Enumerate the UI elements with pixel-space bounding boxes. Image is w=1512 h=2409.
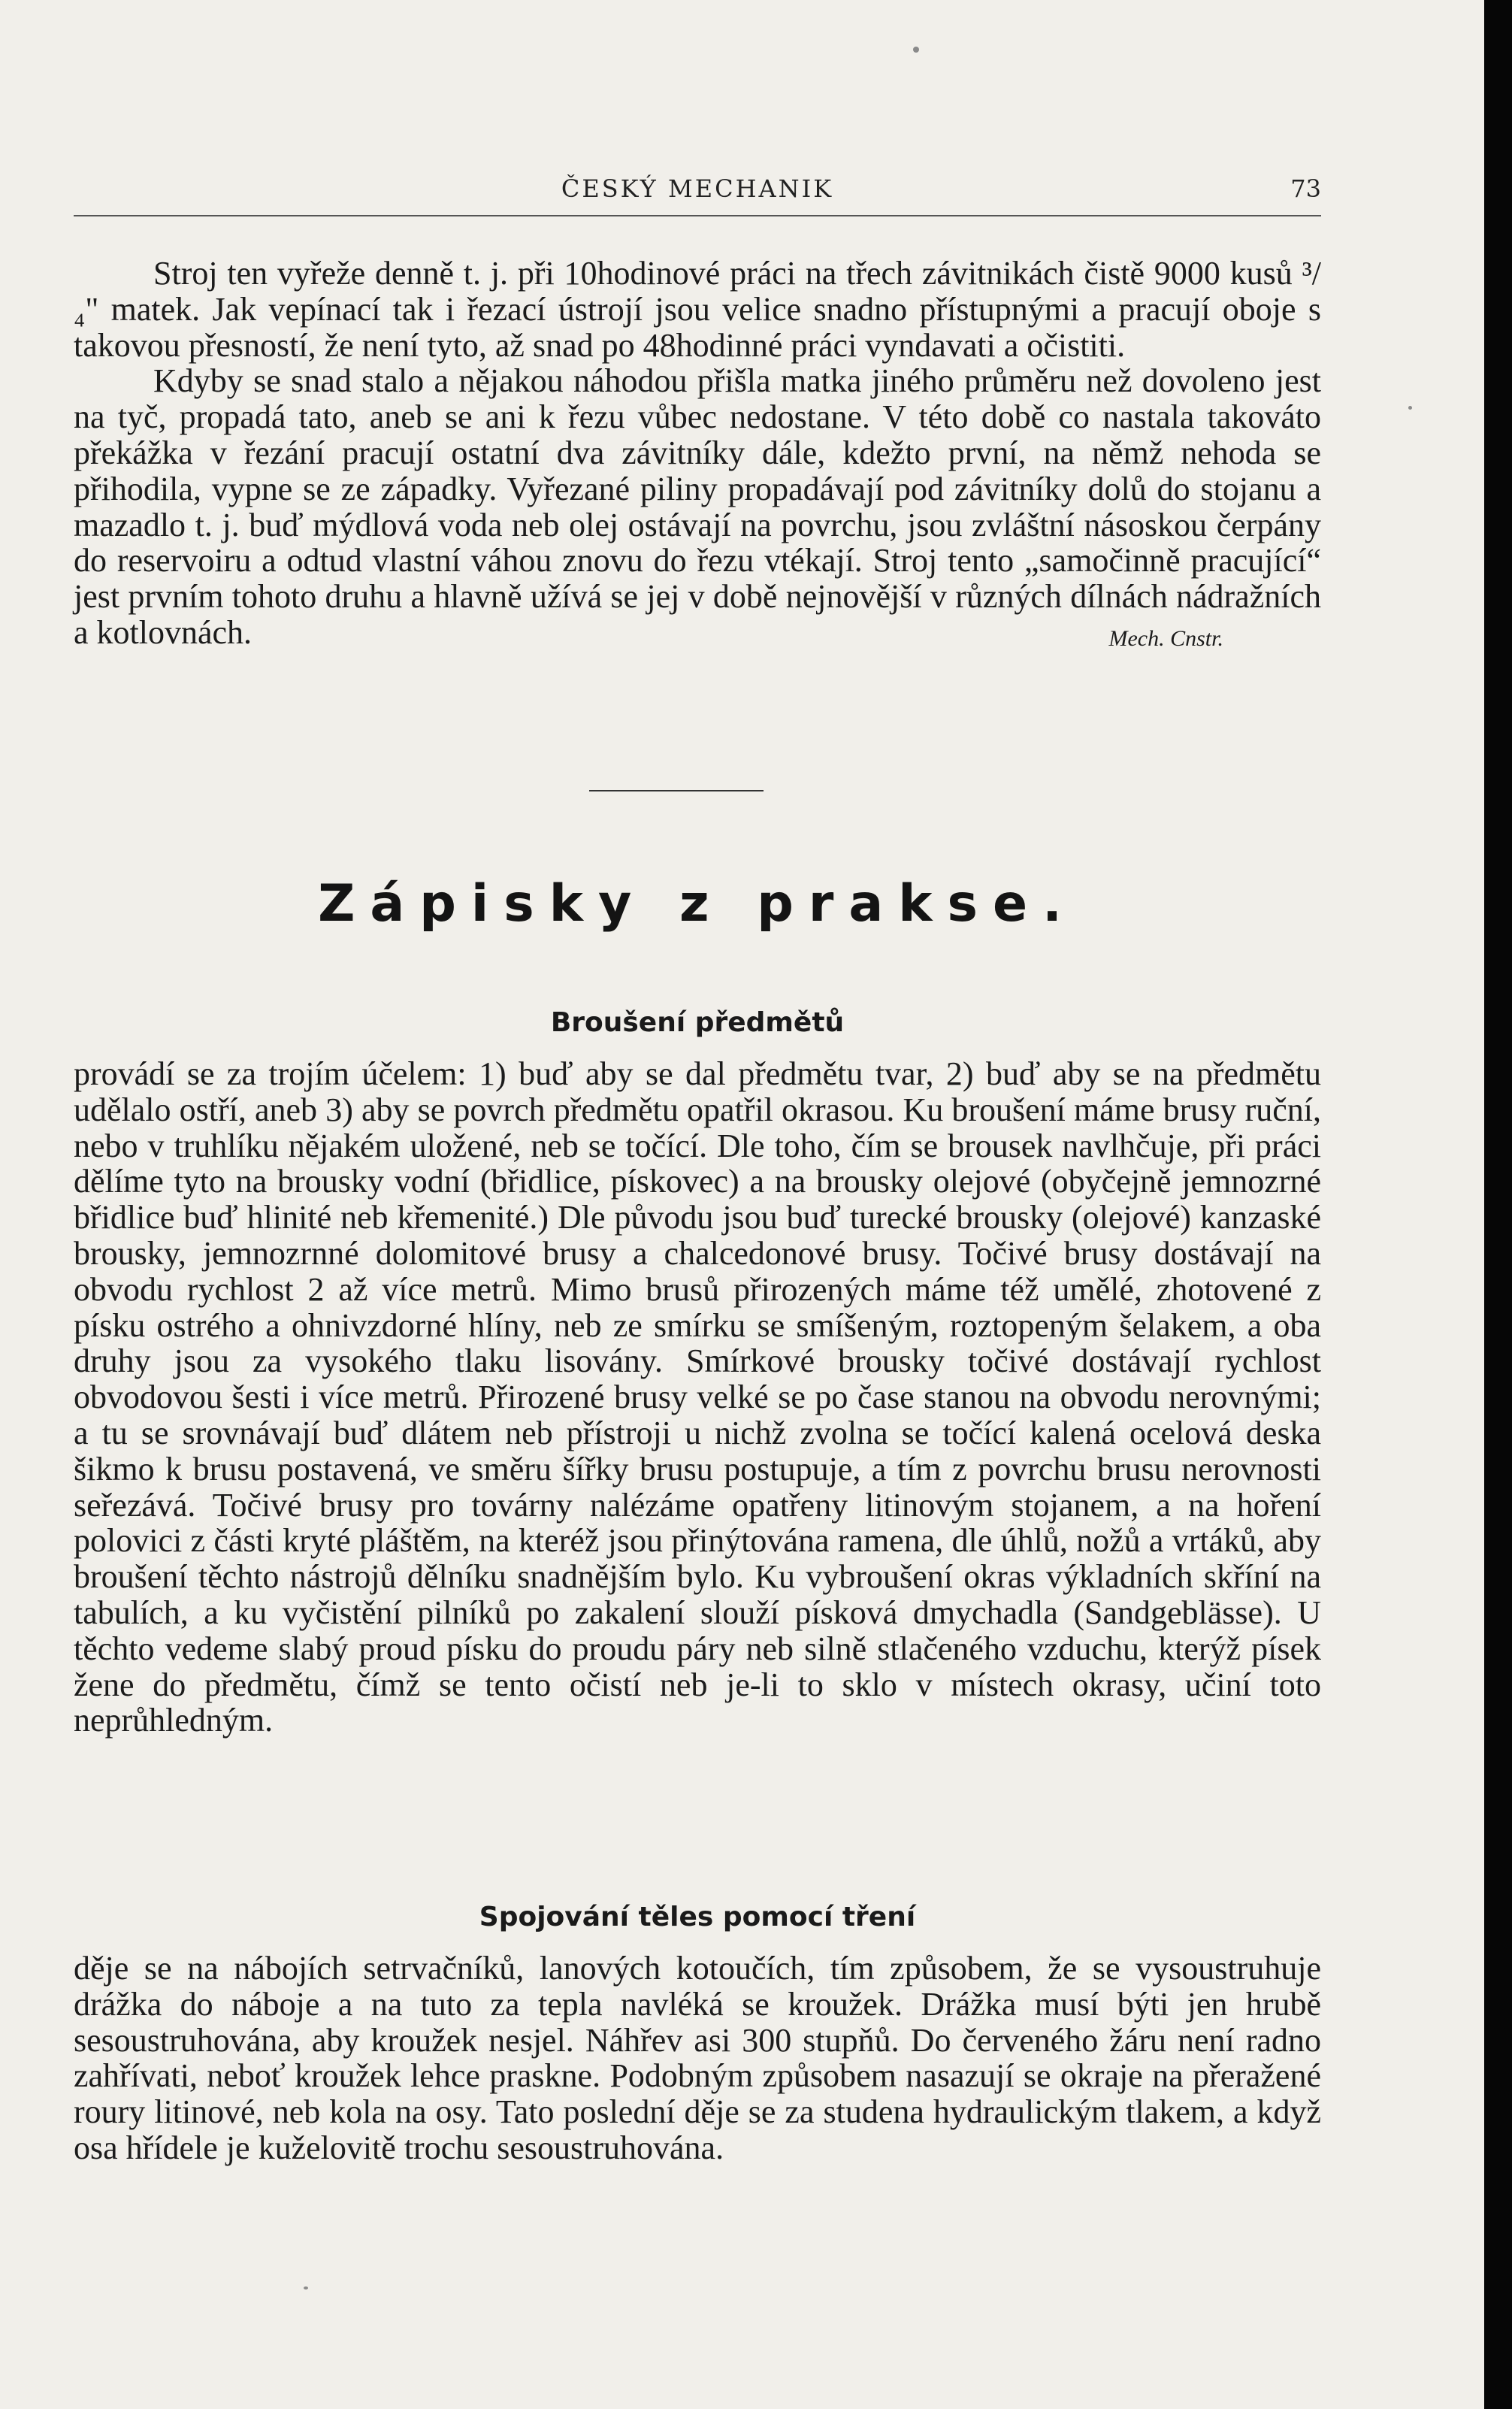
intro-paragraph-2-text: Kdyby se snad stalo a nějakou náhodou přišla matka jiného průměru než dovoleno jest na tyč, propadá tato, aneb se ani k řezu vůbec nedostane. V této době co nastala takováto překážka v řezání pracují ostatní dva závitníky dále, kdežto první, na němž nehoda se přihodila, vypne se ze západky. Vyřezané piliny propadávají pod závitníky dolů do stojanu a mazadlo t. j. buď mýdlová voda neb olej ostávají na povrchu, jsou zvláštní násoskou čerpány do reservoiru a odtud vlastní váhou znovu do řezu vtékají. Stroj tento „samočinně pracující“ jest prvním tohoto druhu a hlavně užívá se jej v době nejnovější v různých dílnách nádražních a kotlovnách.: [74, 362, 1321, 651]
article-body-grinding: [74, 1056, 1321, 1739]
article-heading-grinding: Broušení předmětů: [550, 1007, 845, 1038]
scan-speck: [304, 2286, 308, 2289]
article-paragraph-grinding: provádí se za trojím účelem: 1) buď aby se dal předmětu tvar, 2) buď aby se na předmětu udělalo ostří, aneb 3) aby se povrch předmětu opatřil okrasou. Ku broušení máme brusy ruční, nebo v truhlíku nějakém uložené, neb se točící. Dle toho, čím se brousek navlhčuje, při práci dělíme tyto na brousky vodní (břidlice, pískovec) a na brousky olejové (obyčejně jemnozrné břidlice buď hlinité neb křemenité.) Dle původu jsou buď turecké brousky (olejové) kanzaské brousky, jemnozrnné dolomitové brusy a chalcedonové brusy. Točivé brusy dostávají na obvodu rychlost 2 až více metrů. Mimo brusů přirozených máme též umělé, zhotovené z písku ostrého a ohnivzdorné hlíny, neb ze smírku se smíšeným, roztopeným šelakem, a oba druhy jsou za vysokého tlaku lisovány. Smírkové brousky točivé dostávají rychlost obvodovou šesti i více metrů. Přirozené brusy velké se po čase stanou na obvodu nerovnými; a tu se srovnávají buď dlátem neb přístroji u nichž zvolna se točící kalená ocelová deska šikmo k brusu postavená, ve směru šířky brusu postupuje, a tím z povrchu brusu nerovnosti seřezává. Točivé brusy pro továrny nalézáme opatřeny litinovým stojanem, a na hoření polovici z části kryté pláštěm, na kteréž jsou přinýtována ramena, dle úhlů, nožů a vrtáků, aby broušení těchto nástrojů dělníku snadnějším bylo. Ku vybroušení okras výkladních skříní na tabulích, a ku vyčistění pilníků po zakalení slouží písková dmychadla (Sandgeblässe). U těchto vedeme slabý proud písku do proudu páry neb silně stlačeného vzduchu, kterýž písek žene do předmětu, čímž se tento očistí neb je-li to sklo v místech okrasy, učiní toto neprůhledným.: [74, 1055, 1321, 1739]
intro-paragraph-1: Stroj ten vyřeže denně t. j. při 10hodinové práci na třech závitnikách čistě 9000 kusů ³/₄" matek. Jak vepínací tak i řezací ústrojí jsou velice snadno přístupnými a pracují oboje s takovou přesností, že není tyto, až snad po 48hodinné práci vyndavati a očistiti.: [74, 255, 1321, 364]
article-paragraph-friction-joining: děje se na nábojích setrvačníků, lanových kotoučích, tím způsobem, že se vysoustruhuje drážka do náboje a na tuto za tepla navléká se kroužek. Drážka musí býti jen hrubě sesoustruhována, aby kroužek nesjel. Náhřev asi 300 stupňů. Do červeného žáru není radno zahřívati, neboť kroužek lehce praskne. Podobným způsobem nasazují se okraje na přeražené roury litinové, neb kola na osy. Tato poslední děje se za studena hydraulickým tlakem, a když osa hřídele je kuželovitě trochu sesoustruhována.: [74, 1950, 1321, 2166]
page-number: 73: [1290, 174, 1321, 203]
page-header: [74, 167, 1321, 212]
scan-speck: [913, 47, 919, 53]
scan-speck: [1408, 406, 1412, 410]
scan-border: [1484, 0, 1512, 2409]
article-heading-friction-joining: Spojování těles pomocí tření: [479, 1902, 916, 1932]
section-title: Zápisky z prakse.: [318, 874, 1077, 934]
header-rule: [74, 215, 1321, 216]
running-title: ČESKÝ MECHANIK: [561, 174, 834, 203]
section-separator: [589, 790, 764, 791]
source-attribution: Mech. Cnstr.: [1108, 625, 1223, 651]
intro-paragraph-2: [74, 363, 1321, 650]
intro-text: [74, 256, 1321, 657]
article-body-friction-joining: [74, 1951, 1321, 2166]
